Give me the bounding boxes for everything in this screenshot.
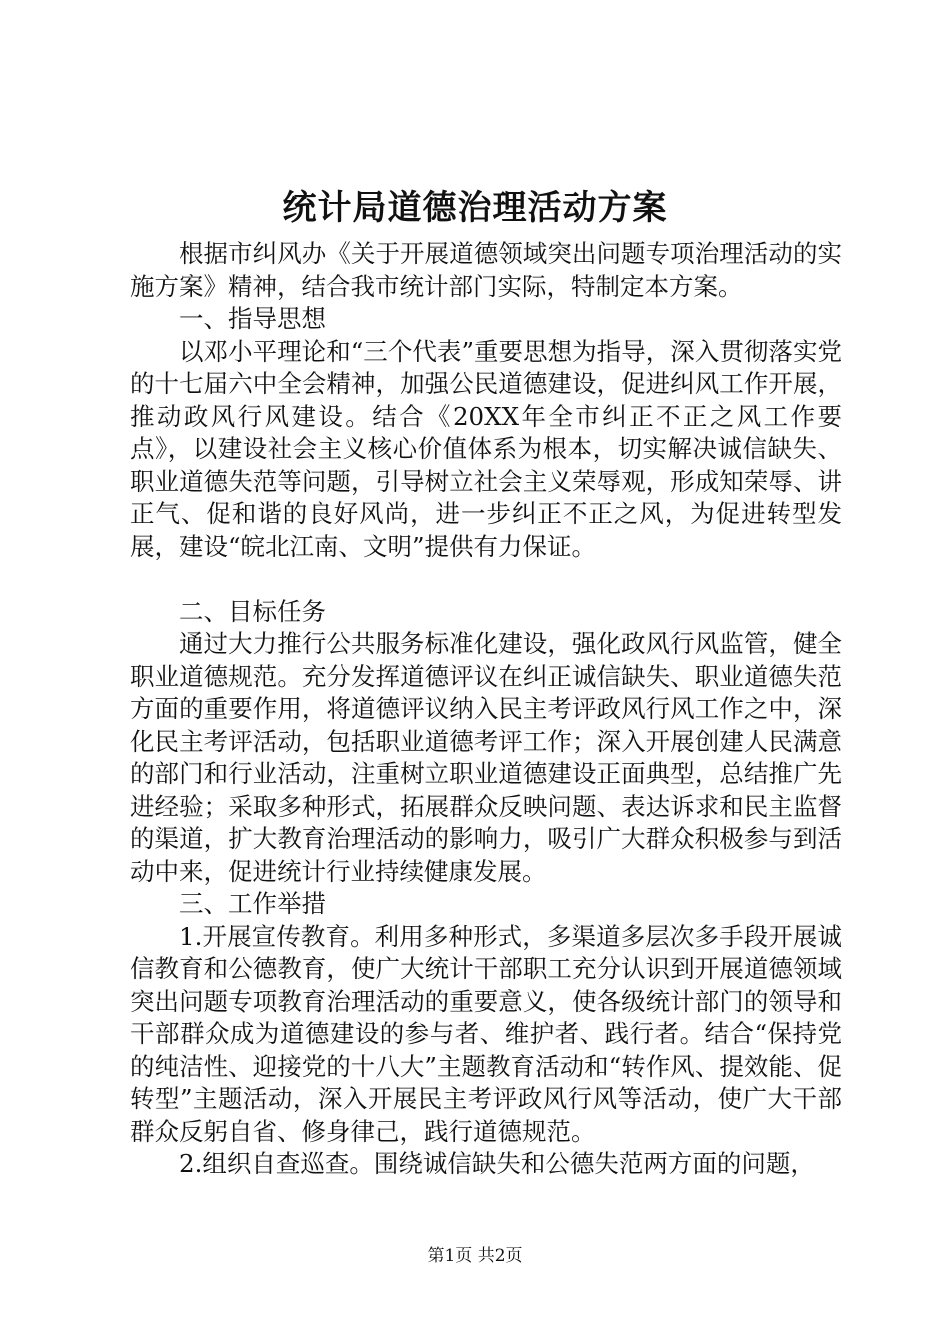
page-number-footer: 第1页 共2页 [427,1246,523,1266]
intro-paragraph: 根据市纠风办《关于开展道德领域突出问题专项治理活动的实施方案》精神，结合我市统计部门实际，特制定本方案。 [130,239,842,301]
document-title: 统计局道德治理活动方案 [282,188,668,228]
guiding-ideology-paragraph: 以邓小平理论和“三个代表”重要思想为指导，深入贯彻落实党的十七届六中全会精神，加强公民道德建设，促进纠风工作开展，推动政风行风建设。结合《20XX年全市纠正不正之风工作要点》，以建设社会主义核心价值体系为根本，切实解决诚信缺失、职业道德失范等问题，引导树立社会主义荣辱观，形成知荣辱、讲正气、促和谐的良好风尚，进一步纠正不正之风，为促进转型发展，建设“皖北江南、文明”提供有力保证。 [130,336,842,561]
section-heading-guiding-ideology: 一、指导思想 [179,304,326,333]
section-heading-work-measures: 三、工作举措 [179,889,326,918]
measure-2-paragraph: 2.组织自查巡查。围绕诚信缺失和公德失范两方面的问题， [179,1149,815,1178]
measure-1-paragraph: 1.开展宣传教育。利用多种形式，多渠道多层次多手段开展诚信教育和公德教育，使广大统计干部职工充分认识到开展道德领域突出问题专项教育治理活动的重要意义，使各级统计部门的领导和干部群众成为道德建设的参与者、维护者、践行者。结合“保持党的纯洁性、迎接党的十八大”主题教育活动和“转作风、提效能、促转型”主题活动，深入开展民主考评政风行风等活动，使广大干部群众反躬自省、修身律己，践行道德规范。 [130,921,842,1146]
goals-tasks-paragraph: 通过大力推行公共服务标准化建设，强化政风行风监管，健全职业道德规范。充分发挥道德评议在纠正诚信缺失、职业道德失范方面的重要作用，将道德评议纳入民主考评政风行风工作之中，深化民主考评活动，包括职业道德考评工作；深入开展创建人民满意的部门和行业活动，注重树立职业道德建设正面典型，总结推广先进经验；采取多种形式，拓展群众反映问题、表达诉求和民主监督的渠道，扩大教育治理活动的影响力，吸引广大群众积极参与到活动中来，促进统计行业持续健康发展。 [130,629,842,886]
section-heading-goals-tasks: 二、目标任务 [179,596,326,626]
document-body [130,238,842,1181]
